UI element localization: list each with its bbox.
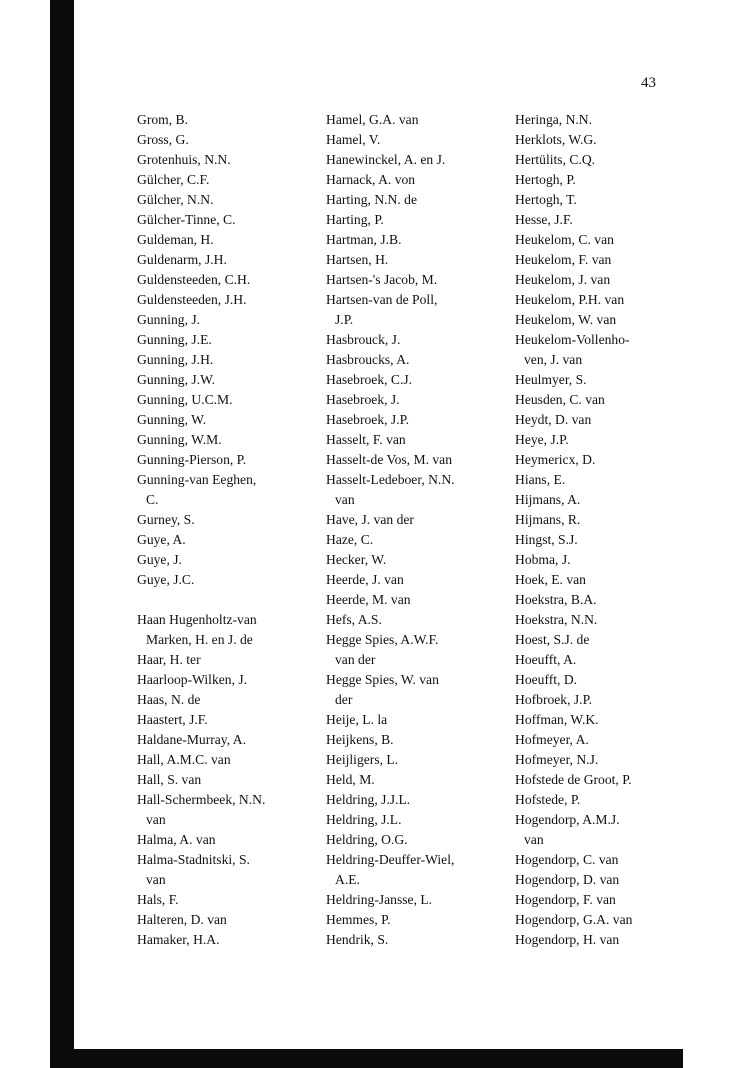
index-entry: Guye, J.C.: [137, 572, 195, 587]
index-entry: Grom, B.: [137, 112, 188, 127]
index-entry: Hals, F.: [137, 892, 179, 907]
index-entry: Halteren, D. van: [137, 912, 227, 927]
index-entry: Hoeufft, A.: [515, 652, 577, 667]
index-entry: Halma-Stadnitski, S.: [137, 852, 250, 867]
index-entry-continuation: Marken, H. en J. de: [146, 632, 253, 647]
index-entry: Hefs, A.S.: [326, 612, 382, 627]
index-entry: Hogendorp, D. van: [515, 872, 620, 887]
index-entry: Hofstede, P.: [515, 792, 581, 807]
index-entry-continuation: van: [146, 872, 166, 887]
index-entry: Hijmans, R.: [515, 512, 581, 527]
index-entry: Gunning, W.M.: [137, 432, 222, 447]
index-entry: Held, M.: [326, 772, 375, 787]
index-entry: Hofmeyer, A.: [515, 732, 589, 747]
index-entry: Hofstede de Groot, P.: [515, 772, 632, 787]
index-entry: Hertogh, P.: [515, 172, 576, 187]
index-entry: Hasbroucks, A.: [326, 352, 410, 367]
index-entry: Heldring, O.G.: [326, 832, 408, 847]
index-entry: Heulmyer, S.: [515, 372, 587, 387]
index-entry: Heldring-Deuffer-Wiel,: [326, 852, 455, 867]
index-entry: Hoekstra, B.A.: [515, 592, 597, 607]
index-entry: Harting, P.: [326, 212, 384, 227]
index-entry: Gurney, S.: [137, 512, 195, 527]
index-entry: Hingst, S.J.: [515, 532, 578, 547]
index-entry: Gunning, W.: [137, 412, 207, 427]
index-column-1: [137, 110, 265, 950]
index-entry: Hogendorp, A.M.J.: [515, 812, 620, 827]
page-edge-bottom-bar: [50, 1049, 683, 1068]
index-entry: Hogendorp, H. van: [515, 932, 620, 947]
index-entry: Heringa, N.N.: [515, 112, 593, 127]
index-entry: Hartsen-'s Jacob, M.: [326, 272, 438, 287]
index-entry: Heydt, D. van: [515, 412, 592, 427]
index-entry: Hertogh, T.: [515, 192, 577, 207]
index-entry: Hogendorp, C. van: [515, 852, 619, 867]
index-entry-continuation: C.: [146, 492, 159, 507]
index-entry: Hogendorp, G.A. van: [515, 912, 633, 927]
index-entry-continuation: A.E.: [335, 872, 360, 887]
index-entry: Guye, J.: [137, 552, 182, 567]
index-entry: Hendrik, S.: [326, 932, 389, 947]
page-number: 43: [641, 75, 656, 91]
index-entry: Hegge Spies, A.W.F.: [326, 632, 439, 647]
index-entry: Hecker, W.: [326, 552, 387, 567]
index-entry: Heldring-Jansse, L.: [326, 892, 433, 907]
index-entry: Hertülits, C.Q.: [515, 152, 596, 167]
index-entry: Hoest, S.J. de: [515, 632, 590, 647]
index-entry: Hijmans, A.: [515, 492, 581, 507]
page-edge-left-bar: [50, 0, 74, 1068]
index-entry: Hasebroek, J.: [326, 392, 400, 407]
index-entry: Hall, A.M.C. van: [137, 752, 231, 767]
index-entry: Hians, E.: [515, 472, 566, 487]
index-entry: Heerde, J. van: [326, 572, 404, 587]
section-spacer: [137, 590, 265, 610]
index-entry: Gülcher, C.F.: [137, 172, 210, 187]
index-entry: Gunning, J.H.: [137, 352, 214, 367]
index-entry-continuation: J.P.: [335, 312, 354, 327]
index-entry: Gross, G.: [137, 132, 189, 147]
index-entry: Grotenhuis, N.N.: [137, 152, 231, 167]
index-entry: Haze, C.: [326, 532, 374, 547]
index-entry: Gunning, J.E.: [137, 332, 212, 347]
index-entry: Hemmes, P.: [326, 912, 391, 927]
index-entry-continuation: van: [146, 812, 166, 827]
index-entry: Hoek, E. van: [515, 572, 586, 587]
index-entry: Hobma, J.: [515, 552, 571, 567]
index-entry: Hogendorp, F. van: [515, 892, 616, 907]
index-entry: Have, J. van der: [326, 512, 414, 527]
index-entry: Hasebroek, C.J.: [326, 372, 413, 387]
index-entry: Heijkens, B.: [326, 732, 394, 747]
index-entry: Hofbroek, J.P.: [515, 692, 593, 707]
index-entry: Hall, S. van: [137, 772, 202, 787]
index-column-3: [515, 110, 632, 950]
index-entry: Heye, J.P.: [515, 432, 569, 447]
index-entry: Hofmeyer, N.J.: [515, 752, 599, 767]
index-entry: Guye, A.: [137, 532, 186, 547]
index-entry: Hall-Schermbeek, N.N.: [137, 792, 266, 807]
index-entry: Hoffman, W.K.: [515, 712, 599, 727]
index-entry-continuation: van: [524, 832, 544, 847]
index-entry: Gunning, J.W.: [137, 372, 216, 387]
index-entry: Hartsen, H.: [326, 252, 389, 267]
index-entry: Hamaker, H.A.: [137, 932, 220, 947]
index-entry: Haas, N. de: [137, 692, 201, 707]
index-entry: Heijligers, L.: [326, 752, 399, 767]
index-entry: Harting, N.N. de: [326, 192, 417, 207]
index-column-2: [326, 110, 455, 950]
index-entry: Hasebroek, J.P.: [326, 412, 410, 427]
index-entry-continuation: der: [335, 692, 353, 707]
index-entry: Gunning-van Eeghen,: [137, 472, 257, 487]
index-entry: Hesse, J.F.: [515, 212, 573, 227]
index-entry: Heusden, C. van: [515, 392, 605, 407]
index-entry-continuation: van der: [335, 652, 376, 667]
index-entry: Heije, L. la: [326, 712, 388, 727]
index-entry: Hartsen-van de Poll,: [326, 292, 438, 307]
index-entry: Gunning, U.C.M.: [137, 392, 233, 407]
index-entry: Guldenarm, J.H.: [137, 252, 227, 267]
index-entry: Heldring, J.L.: [326, 812, 402, 827]
index-entry: Hasselt-de Vos, M. van: [326, 452, 452, 467]
index-entry: Hamel, V.: [326, 132, 381, 147]
index-entry: Guldensteeden, J.H.: [137, 292, 247, 307]
index-entry: Gunning-Pierson, P.: [137, 452, 247, 467]
index-entry-continuation: van: [335, 492, 355, 507]
index-entry: Heukelom, C. van: [515, 232, 614, 247]
index-entry: Hasselt, F. van: [326, 432, 406, 447]
index-entry: Hoeufft, D.: [515, 672, 578, 687]
index-entry: Guldensteeden, C.H.: [137, 272, 251, 287]
index-entry: Heukelom, F. van: [515, 252, 612, 267]
index-entry: Gülcher-Tinne, C.: [137, 212, 236, 227]
index-entry: Hegge Spies, W. van: [326, 672, 439, 687]
index-entry: Haldane-Murray, A.: [137, 732, 246, 747]
index-entry: Haar, H. ter: [137, 652, 201, 667]
index-entry: Hasbrouck, J.: [326, 332, 401, 347]
index-entry: Hoekstra, N.N.: [515, 612, 598, 627]
index-entry-continuation: ven, J. van: [524, 352, 583, 367]
index-entry: Gülcher, N.N.: [137, 192, 214, 207]
index-entry: Heukelom, W. van: [515, 312, 617, 327]
index-entry: Hartman, J.B.: [326, 232, 402, 247]
index-entry: Heukelom, P.H. van: [515, 292, 625, 307]
index-entry: Herklots, W.G.: [515, 132, 597, 147]
index-entry: Hasselt-Ledeboer, N.N.: [326, 472, 455, 487]
index-entry: Haan Hugenholtz-van: [137, 612, 257, 627]
index-entry: Heukelom-Vollenho-: [515, 332, 630, 347]
index-entry: Heukelom, J. van: [515, 272, 611, 287]
index-entry: Halma, A. van: [137, 832, 216, 847]
index-entry: Heerde, M. van: [326, 592, 411, 607]
index-entry: Gunning, J.: [137, 312, 201, 327]
index-entry: Hamel, G.A. van: [326, 112, 419, 127]
index-entry: Hanewinckel, A. en J.: [326, 152, 446, 167]
index-entry: Heymericx, D.: [515, 452, 596, 467]
index-entry: Heldring, J.J.L.: [326, 792, 411, 807]
index-entry: Harnack, A. von: [326, 172, 416, 187]
index-entry: Guldeman, H.: [137, 232, 214, 247]
index-entry: Haastert, J.F.: [137, 712, 208, 727]
index-entry: Haarloop-Wilken, J.: [137, 672, 248, 687]
